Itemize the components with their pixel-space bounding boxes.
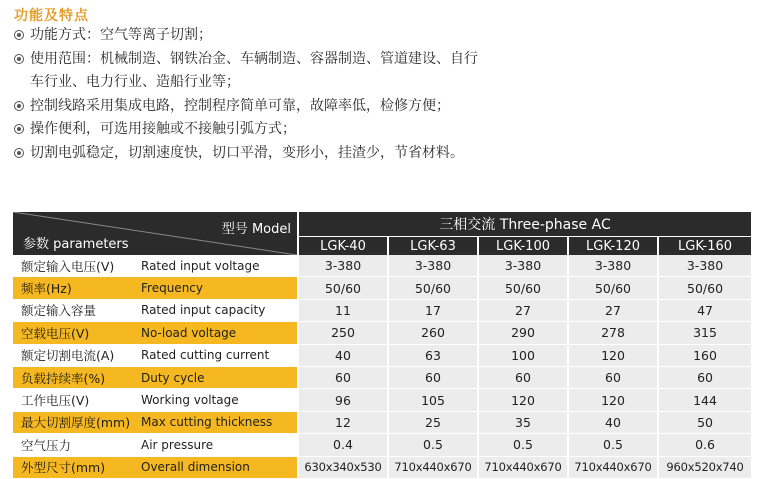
spec-value-cell: 12 [297, 412, 387, 434]
param-name-zh: 额定输入电压(V) [13, 255, 137, 277]
model-column-header: LGK-160 [657, 236, 751, 255]
param-name-en: Air pressure [137, 434, 297, 456]
spec-value-cell: 60 [387, 367, 477, 389]
feature-text: 操作便利，可选用接触或不接触引弧方式； [30, 121, 296, 137]
model-column-header: LGK-120 [567, 236, 657, 255]
spec-value-cell: 290 [477, 322, 567, 344]
model-column-header: LGK-100 [477, 236, 567, 255]
feature-item [14, 142, 484, 166]
spec-value-cell: 17 [387, 300, 477, 322]
spec-table-body [13, 255, 751, 479]
spec-value-cell: 105 [387, 389, 477, 411]
param-name-zh: 额定输入容量 [13, 300, 137, 322]
param-name-en: Duty cycle [137, 367, 297, 389]
spec-value-cell: 250 [297, 322, 387, 344]
spec-value-cell: 120 [567, 389, 657, 411]
spec-value-cell: 710x440x670 [567, 457, 657, 479]
param-name-zh: 频率(Hz) [13, 277, 137, 299]
spec-value-cell: 40 [297, 345, 387, 367]
spec-value-cell: 27 [477, 300, 567, 322]
spec-value-cell: 60 [477, 367, 567, 389]
spec-value-cell: 0.5 [567, 434, 657, 456]
feature-list [14, 24, 484, 165]
param-name-en: Frequency [137, 277, 297, 299]
spec-value-cell: 315 [657, 322, 751, 344]
feature-text: 切割电弧稳定，切割速度快，切口平滑，变形小，挂渣少，节省材料。 [30, 144, 464, 161]
spec-value-cell: 630x340x530 [297, 457, 387, 479]
spec-value-cell: 96 [297, 389, 387, 411]
spec-value-cell: 160 [657, 345, 751, 367]
spec-value-cell: 144 [657, 389, 751, 411]
feature-item [14, 24, 484, 48]
param-name-zh: 工作电压(V) [13, 389, 137, 411]
spec-value-cell: 40 [567, 412, 657, 434]
param-name-zh: 空载电压(V) [13, 322, 137, 344]
param-name-en: Max cutting thickness [137, 412, 297, 434]
param-name-en: No-load voltage [137, 322, 297, 344]
spec-value-cell: 60 [657, 367, 751, 389]
spec-value-cell: 27 [567, 300, 657, 322]
table-row [13, 277, 751, 299]
params-header-label: 参数 parameters [23, 237, 129, 252]
table-row [13, 457, 751, 479]
spec-value-cell: 50/60 [297, 277, 387, 299]
spec-value-cell: 3-380 [477, 255, 567, 277]
param-name-zh: 最大切割厚度(mm) [13, 412, 137, 434]
bullet-circle-icon [14, 148, 24, 158]
spec-value-cell: 3-380 [657, 255, 751, 277]
spec-value-cell: 0.4 [297, 434, 387, 456]
spec-value-cell: 3-380 [567, 255, 657, 277]
bullet-circle-icon [14, 101, 24, 111]
spec-value-cell: 3-380 [297, 255, 387, 277]
spec-value-cell: 3-380 [387, 255, 477, 277]
feature-text: 使用范围：机械制造、钢铁冶金、车辆制造、容器制造、管道建设、自行车行业、电力行业、造船行业等； [30, 50, 478, 90]
param-name-en: Rated input capacity [137, 300, 297, 322]
spec-value-cell: 50/60 [477, 277, 567, 299]
section-heading: 功能及特点 [14, 8, 89, 24]
bullet-circle-icon [14, 124, 24, 134]
spec-value-cell: 120 [477, 389, 567, 411]
table-row [13, 367, 751, 389]
table-row [13, 300, 751, 322]
feature-text: 控制线路采用集成电路，控制程序简单可靠，故障率低，检修方便； [30, 97, 450, 114]
spec-value-cell: 260 [387, 322, 477, 344]
spec-value-cell: 60 [567, 367, 657, 389]
spec-value-cell: 960x520x740 [657, 457, 751, 479]
spec-value-cell: 50/60 [567, 277, 657, 299]
group-header: 三相交流 Three-phase AC [297, 212, 751, 236]
param-name-zh: 额定切割电流(A) [13, 345, 137, 367]
spec-value-cell: 120 [567, 345, 657, 367]
spec-table [13, 212, 751, 479]
spec-value-cell: 0.6 [657, 434, 751, 456]
spec-value-cell: 50/60 [657, 277, 751, 299]
spec-value-cell: 0.5 [477, 434, 567, 456]
table-corner-header [13, 212, 297, 255]
table-row [13, 322, 751, 344]
model-header-label: 型号 Model [221, 222, 291, 237]
spec-value-cell: 278 [567, 322, 657, 344]
table-row [13, 434, 751, 456]
feature-item [14, 48, 484, 95]
spec-value-cell: 100 [477, 345, 567, 367]
param-name-en: Rated input voltage [137, 255, 297, 277]
table-row [13, 389, 751, 411]
spec-value-cell: 710x440x670 [477, 457, 567, 479]
spec-value-cell: 0.5 [387, 434, 477, 456]
table-row [13, 412, 751, 434]
param-name-zh: 空气压力 [13, 434, 137, 456]
bullet-circle-icon [14, 30, 24, 40]
param-name-zh: 外型尺寸(mm) [13, 457, 137, 479]
bullet-circle-icon [14, 54, 24, 64]
spec-value-cell: 63 [387, 345, 477, 367]
spec-value-cell: 60 [297, 367, 387, 389]
spec-value-cell: 11 [297, 300, 387, 322]
model-column-header: LGK-40 [297, 236, 387, 255]
spec-value-cell: 25 [387, 412, 477, 434]
feature-item [14, 118, 484, 142]
spec-value-cell: 47 [657, 300, 751, 322]
table-row [13, 255, 751, 277]
table-row [13, 345, 751, 367]
param-name-en: Working voltage [137, 389, 297, 411]
spec-value-cell: 710x440x670 [387, 457, 477, 479]
param-name-zh: 负载持续率(%) [13, 367, 137, 389]
spec-value-cell: 35 [477, 412, 567, 434]
feature-item [14, 95, 484, 119]
model-column-header: LGK-63 [387, 236, 477, 255]
param-name-en: Rated cutting current [137, 345, 297, 367]
feature-text: 功能方式：空气等离子切割； [30, 27, 212, 43]
spec-value-cell: 50/60 [387, 277, 477, 299]
spec-value-cell: 50 [657, 412, 751, 434]
param-name-en: Overall dimension [137, 457, 297, 479]
